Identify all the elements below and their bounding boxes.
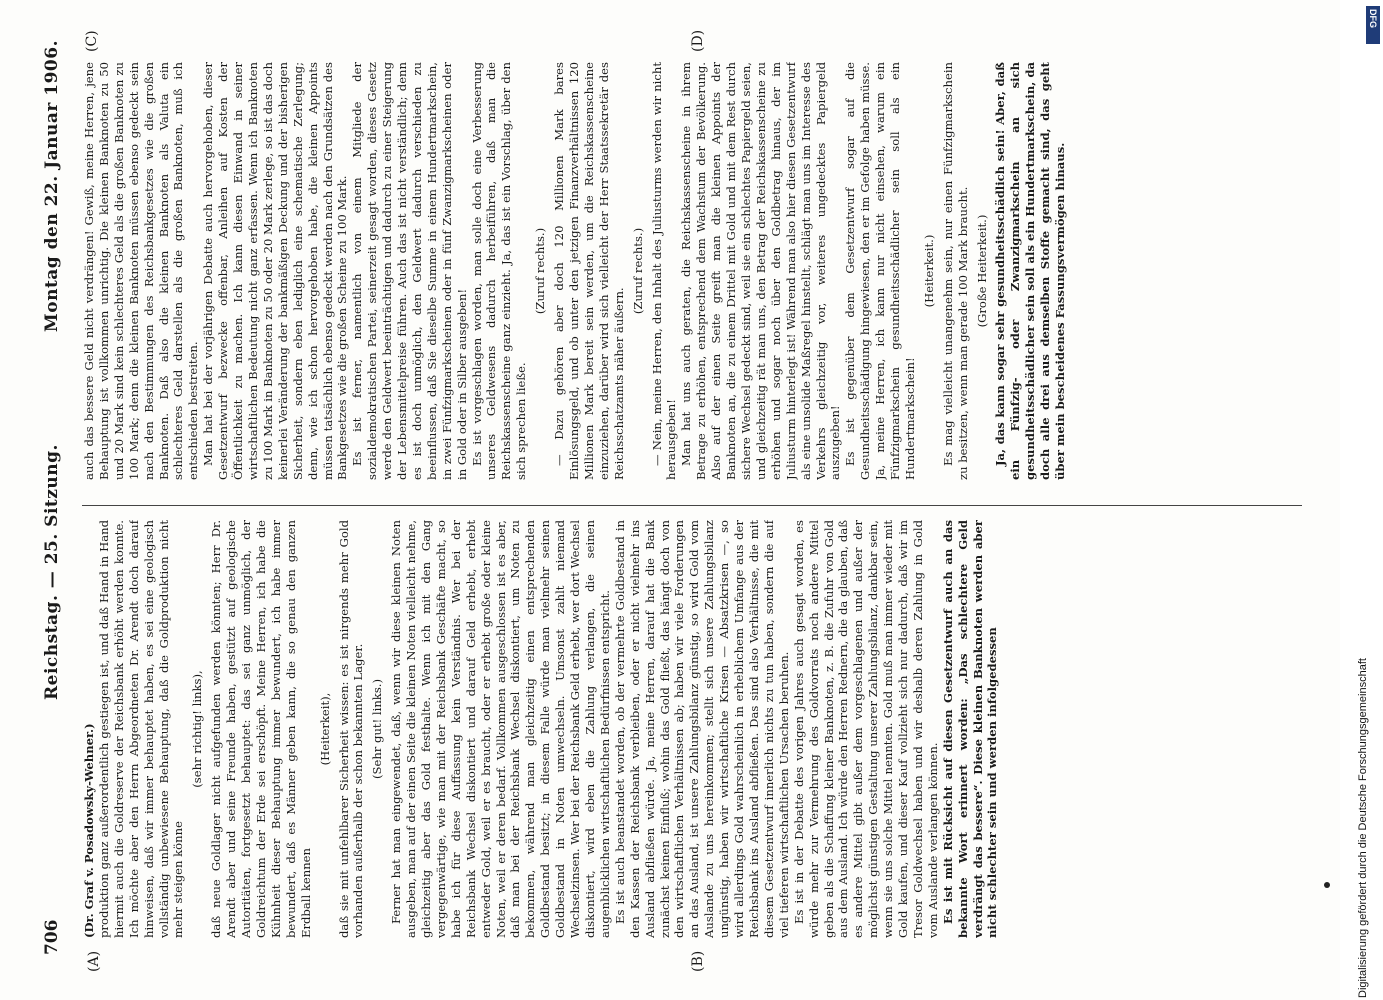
paragraph: Es ist auch beanstandet worden, ob der vermehrte Goldbestand in den Kassen der Reichsbank verbleiben, oder er nicht vielmehr ins Ausland abfließen würde. Ja, meine Herren, darauf hat die Bank zunächst keinen Einfluß; wohin das Gold fließt, das hängt doch von den wirtschaftlichen Verhältnissen ab; haben wir viele Forderungen an das Ausland, ist unsere Zahlungsbilanz günstig, so wird Gold vom Auslande zu uns hereinkommen; stellt sich unsere Zahlungsbilanz ungünstig, haben wir wirtschaftliche Krisen — Absatzkrisen —, so wird allerdings Gold wahrscheinlich in erheblichem Umfange aus der Reichsbank ins Ausland abfließen. Das sind also Verhältnisse, die mit diesem Gesetzentwurf innerlich nichts zu tun haben, sondern die auf viel tieferen wirtschaftlichen Ursachen beruhen. [612, 520, 791, 938]
dfg-logo [1366, 6, 1380, 44]
paragraph: — Nein, meine Herren, den Inhalt des Juliusturms werden wir nicht herausgeben! [649, 62, 679, 480]
interjection: (sehr richtig! links), [190, 670, 205, 788]
interjection: (Heiterkeit.) [921, 234, 936, 308]
interjection: (Zuruf rechts.) [630, 227, 645, 315]
interjection: (Große Heiterkeit.) [974, 214, 989, 328]
margin-marker-b: (B) [690, 950, 706, 972]
paragraph: daß sie mit unfehlbarer Sicherheit wissen: es ist nirgends mehr Gold vorhanden außerhalb der schon bekannten Lager. [336, 520, 366, 938]
paragraph: auch das bessere Geld nicht verdrängen! Gewiß, meine Herren, jene Behauptung ist vollkommen unrichtig. Die kleinen Banknoten zu 50 und 20 Mark sind kein schlechteres Geld als die großen Banknoten zu 100 Mark; denn die kleinen Banknoten müssen ebenso gedeckt sein nach den Bestimmungen des Reichsbankgesetzes wie die großen Banknoten. Daß also die kleinen Banknoten als Valuta ein schlechteres Geld darstellen als die großen Banknoten, muß ich entschieden bestreiten. [82, 62, 201, 480]
paragraph: daß neue Goldlager nicht aufgefunden werden könnten; Herr Dr. Arendt aber und seine Freunde haben, gestützt auf geologische Autoritäten, fortgesetzt behauptet: das sei ganz unmöglich, der Goldreichtum der Erde sei erschöpft. Meine Herren, ich habe die Kühnheit dieser Behauptung immer bewundert, ich habe immer bewundert, daß es Männer geben kann, die so genau den ganzen Erdball kennen [209, 520, 313, 938]
paragraph: Man hat bei der vorjährigen Debatte auch hervorgehoben, dieser Gesetzentwurf bezwecke offenbar, Anleihen auf Kosten der Öffentlichkeit zu machen. Ich kann diesen Einwand in seiner wirtschaftlichen Bedeutung nicht ganz erfassen. Wenn ich Banknoten zu 100 Mark in Banknoten zu 50 oder 20 Mark zerlege, so ist das doch keinerlei Veränderung der bankmäßigen Deckung und der bisherigen Sicherheit, sondern eben lediglich eine schematische Zerlegung; denn, wie ich schon hervorgehoben habe, die kleinen Appoints müssen tatsächlich ebenso gedeckt werden nach den Grundsätzen des Bankgesetzes wie die großen Scheine zu 100 Mark. [201, 62, 350, 480]
dfg-logo-text: DFG [1368, 9, 1378, 28]
margin-marker-a: (A) [86, 950, 102, 972]
digitization-credit: Digitalisierung gefördert durch die Deutsche Forschungsgemeinschaft [1357, 658, 1369, 998]
paragraph: Es mag vielleicht unangenehm sein, nur einen Fünfzigmarkschein zu besitzen, wenn man gerade 100 Mark braucht. [940, 62, 970, 480]
interjection: (Heiterkeit), [317, 692, 332, 766]
paragraph: Ferner hat man eingewendet, daß, wenn wir diese kleinen Noten ausgeben, man auf der einen Seite die kleinen Noten vielleicht nehme, gleichzeitig aber das Gold festhalte. Wenn ich mit den Gang vergegenwärtige, wie man mit der Reichsbank Geschäfte macht, so habe ich für diese Auffassung kein Verständnis. Wer bei der Reichsbank Wechsel diskontiert und darauf Geld erhebt, erhebt entweder Gold, weil er es braucht, oder er erhebt große oder kleine Noten, weil er deren bedarf. Vollkommen ausgeschlossen ist es aber, daß man bei der Reichsbank Wechsel diskontiert, um Noten zu bekommen, während man gleichzeitig einen entsprechenden Goldbestand besitzt; in diesem Falle würde man vielmehr seinen Goldbestand in Noten umwechseln. Umsonst zahlt niemand Wechselzinsen. Wer bei der Reichsbank Geld erhebt, wer dort Wechsel diskontiert, wird eben die Zahlung verlangen, die seinen augenblicklichen wirtschaftlichen Bedürfnissen entspricht. [389, 520, 612, 938]
page-header [32, 30, 72, 955]
ink-dot [1324, 882, 1330, 888]
paragraph: Es ist in der Debatte des vorigen Jahres auch gesagt worden, es würde mehr zur Vermehrung des Goldvorrats noch andere Mittel geben als die Schaffung kleiner Banknoten, z. B. die Zufuhr von Gold aus dem Ausland. Ich würde den Herren Rednern, die da glauben, daß es andere Mittel gibt außer dem vorgeschlagenen und außer der möglichst günstigen Gestaltung unserer Zahlungsbilanz, dankbar sein, wenn sie uns solche Mittel nennten. Gold muß man immer wieder mit Gold kaufen, und dieser Kauf vollzieht sich nur dadurch, daß wir im Tresor Goldwechsel haben und wir deshalb deren Zahlung in Gold vom Auslande verlangen können. [791, 520, 940, 938]
column-divider [82, 505, 1302, 506]
speaker-line: (Dr. Graf v. Posadowsky-Wehner.) [82, 723, 96, 938]
interjection: (Zuruf rechts.) [533, 227, 548, 315]
paragraph: Es ist mit Rücksicht auf diesen Gesetzentwurf auch an das bekannte Wort erinnert worden: „Das schlechtere Geld verdrängt das bessere“. Diese kleinen Banknoten werden aber nicht schlechter sein und werden infolgedessen [940, 520, 1000, 938]
session-date: Montag den 22. Januar 1906. [42, 40, 62, 333]
paragraph: Es ist ferner, namentlich von einem Mitgliede der sozialdemokratischen Partei, seinerzeit gesagt worden, dieses Gesetz werde den Geldwert beeinträchtigen und dadurch zu einer Steigerung der Lebensmittelpreise führen. Auch das ist nicht verständlich; denn es ist doch unmöglich, den Geldwert dadurch verschieden zu beeinflussen, daß Sie dieselbe Summe in einem Hundertmarkschein, in zwei Fünfzigmarkscheinen oder in fünf Zwanzigmarkscheinen oder in Gold oder in Silber ausgeben! [350, 62, 469, 480]
page-number: 706 [42, 919, 62, 955]
interjection: (Sehr gut! links.) [370, 679, 385, 779]
right-column [82, 62, 1302, 480]
left-column [82, 520, 1302, 938]
paragraph: Ja, das kann sogar sehr gesundheitsschädlich sein! Aber, daß ein Fünfzig- oder Zwanzigmarkschein an sich gesundheitsschädlicher sein soll als ein Hundertmarkschein, da doch alle drei aus demselben Stoffe gemacht sind, das geht über mein bescheidenes Fassungsvermögen hinaus. [993, 62, 1068, 480]
paragraph: Es ist gegenüber dem Gesetzentwurf sogar auf die Gesundheitsschädigung hingewiesen, den er im Gefolge haben müsse. Ja, meine Herren, ich kann nur nicht einsehen, warum ein Fünfzigmarkschein gesundheitsschädlicher sein soll als ein Hundertmarkschein! [843, 62, 917, 480]
paragraph: — Dazu gehören aber doch 120 Millionen Mark bares Einlösungsgeld, und ob unter den jetzigen Finanzverhältnissen 120 Millionen Mark bereit sein werden, um die Reichskassenscheine einzuziehen, darüber wird sich vielleicht der Herr Staatssekretär des Reichsschatzamts näher äußern. [552, 62, 626, 480]
margin-marker-d: (D) [690, 29, 706, 52]
margin-marker-c: (C) [84, 30, 100, 52]
paragraph: produktion ganz außerordentlich gestiegen ist, und daß Hand in Hand hiermit auch die Goldreserve der Reichsbank erhöht werden konnte. Ich möchte aber den Herrn Abgeordneten Dr. Arendt doch darauf hinweisen, daß wir immer behauptet haben, es sei eine geologisch vollständig unbewiesene Behauptung, daß die Goldproduktion nicht mehr steigen könne [96, 520, 186, 938]
paragraph: Es ist vorgeschlagen worden, man solle doch eine Verbesserung unseres Geldwesens dadurch herbeiführen, daß man die Reichskassenscheine ganz einzieht. Ja, das ist ein Vorschlag, über den sich sprechen ließe. [469, 62, 529, 480]
paragraph: Man hat uns auch geraten, die Reichskassenscheine in ihrem Betrage zu erhöhen, entsprechend dem Wachstum der Bevölkerung. Also auf der einen Seite greift man die kleinen Appoints der Banknoten an, die zu einem Drittel mit Gold und mit dem Rest durch sichere Wechsel gedeckt sind, weil sie ein schlechtes Papiergeld seien, und gleichzeitig rät man uns, den Betrag der Reichskassenscheine zu erhöhen und sogar noch über den Goldbetrag hinaus, der im Juliusturm hinterlegt ist! Während man also hier diesen Gesetzentwurf als eine unsolide Maßregel hinstellt, schlägt man uns im Interesse des Verkehrs gleichzeitig vor, weiteres ungedecktes Papiergeld auszugeben! [679, 62, 843, 480]
session-title: Reichstag. — 25. Sitzung. [42, 444, 62, 700]
